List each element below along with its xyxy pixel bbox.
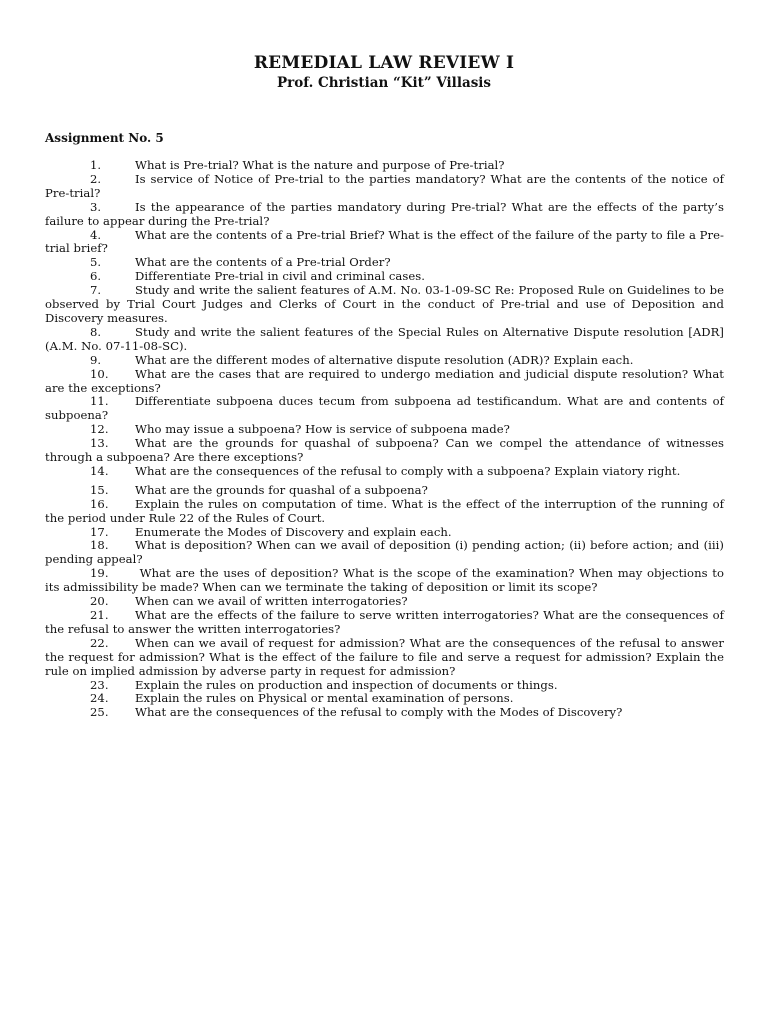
assignment-heading: Assignment No. 5 [45,131,164,145]
item-text: What are the different modes of alternative dispute resolution (ADR)? Explain each. [135,352,634,367]
list-item [45,270,724,284]
item-number: 4. [90,227,102,242]
list-item [45,173,724,201]
list-item [45,539,724,567]
item-number: 23. [90,677,109,692]
document-title: REMEDIAL LAW REVIEW I [253,53,515,73]
list-item [45,637,724,679]
item-text: Is service of Notice of Pre-trial to the parties mandatory? What are the contents of the notice of Pre-trial? [45,171,724,200]
document-subtitle: Prof. Christian “Kit” Villasis [276,75,492,91]
item-number: 17. [90,524,109,539]
item-text: What are the effects of the failure to serve written interrogatories? What are the consequences of the refusal to answer the written interrogatories? [45,608,724,636]
list-item [45,595,724,609]
item-number: 19. [90,566,109,581]
item-number: 15. [90,482,109,497]
item-text: What are the consequences of the refusal to comply with the Modes of Discovery? [135,705,623,720]
list-item [45,706,724,720]
item-number: 1. [90,158,102,172]
list-item [45,354,724,368]
list-item [45,159,724,173]
item-number: 7. [90,283,102,298]
item-text: What are the cases that are required to undergo mediation and judicial dispute resolution? What are the exceptions? [45,366,724,395]
item-number: 13. [90,436,109,451]
item-text: Explain the rules on production and inspection of documents or things. [135,677,558,692]
question-list [45,159,724,720]
list-item [45,679,724,693]
list-item [45,201,724,229]
item-number: 5. [90,255,102,270]
item-text: Explain the rules on computation of time. What is the effect of the interruption of the running of the period under Rule 22 of the Rules of Court. [45,496,724,525]
list-item [45,609,724,637]
list-item [45,498,724,526]
item-text: What are the uses of deposition? What is the scope of the examination? When may objections to its admissibility be made? When can we terminate the taking of deposition or limit its scope? [45,566,724,595]
item-number: 9. [90,352,102,367]
item-number: 11. [90,394,109,409]
item-text: Who may issue a subpoena? How is service of subpoena made? [135,422,510,437]
item-text: Study and write the salient features of the Special Rules on Alternative Dispute resolution [ADR] (A.M. No. 07-11-08-SC). [45,324,724,353]
list-item [45,395,724,423]
list-item [45,526,724,540]
item-number: 21. [90,608,109,622]
item-text: When can we avail of request for admission? What are the consequences of the refusal to answer the request for admission? What is the effect of the failure to file and serve a request for admission? Explain the rule on implied admission by adverse party in request for admission? [45,635,724,678]
list-item [45,229,724,257]
list-item [45,326,724,354]
item-text: Study and write the salient features of A.M. No. 03-1-09-SC Re: Proposed Rule on Guidelines to be observed by Trial Court Judges and Clerks of Court in the conduct of Pre-trial and use of Deposition and Discovery measures. [45,283,724,325]
list-item [45,423,724,437]
item-number: 12. [90,422,109,437]
item-number: 24. [90,691,109,706]
item-number: 16. [90,496,109,511]
item-number: 10. [90,366,109,381]
item-text: What are the contents of a Pre-trial Brief? What is the effect of the failure of the party to file a Pre-trial brief? [45,227,724,256]
item-number: 8. [90,324,102,339]
item-number: 20. [90,594,109,609]
item-text: What are the contents of a Pre-trial Order? [135,255,391,270]
item-text: When can we avail of written interrogatories? [135,594,408,609]
item-text: Differentiate subpoena duces tecum from subpoena ad testificandum. What are and contents of subpoena? [45,394,724,423]
item-text: What are the grounds for quashal of subpoena? Can we compel the attendance of witnesses through a subpoena? Are there exceptions? [45,436,724,465]
item-number: 6. [90,269,102,284]
item-text: What are the consequences of the refusal to comply with a subpoena? Explain viatory right. [135,463,681,478]
item-number: 14. [90,463,109,478]
list-item [45,484,724,498]
list-item [45,368,724,396]
item-text: What is deposition? When can we avail of deposition (i) pending action; (ii) before action; and (iii) pending appeal? [45,538,724,567]
item-number: 3. [90,199,102,214]
list-item [45,465,724,479]
item-text: Is the appearance of the parties mandatory during Pre-trial? What are the effects of the party’s failure to appear during the Pre-trial? [45,199,724,228]
item-text: Explain the rules on Physical or mental examination of persons. [135,691,514,706]
item-text: What are the grounds for quashal of a subpoena? [135,482,428,497]
item-number: 22. [90,635,109,650]
list-item [45,284,724,326]
item-text: Differentiate Pre-trial in civil and criminal cases. [135,269,426,284]
item-number: 2. [90,171,102,186]
item-number: 25. [90,705,109,720]
list-item [45,692,724,706]
list-item [45,256,724,270]
item-text: What is Pre-trial? What is the nature and purpose of Pre-trial? [135,158,505,172]
list-item [45,437,724,465]
item-number: 18. [90,538,109,553]
list-item [45,567,724,595]
item-text: Enumerate the Modes of Discovery and explain each. [135,524,452,539]
